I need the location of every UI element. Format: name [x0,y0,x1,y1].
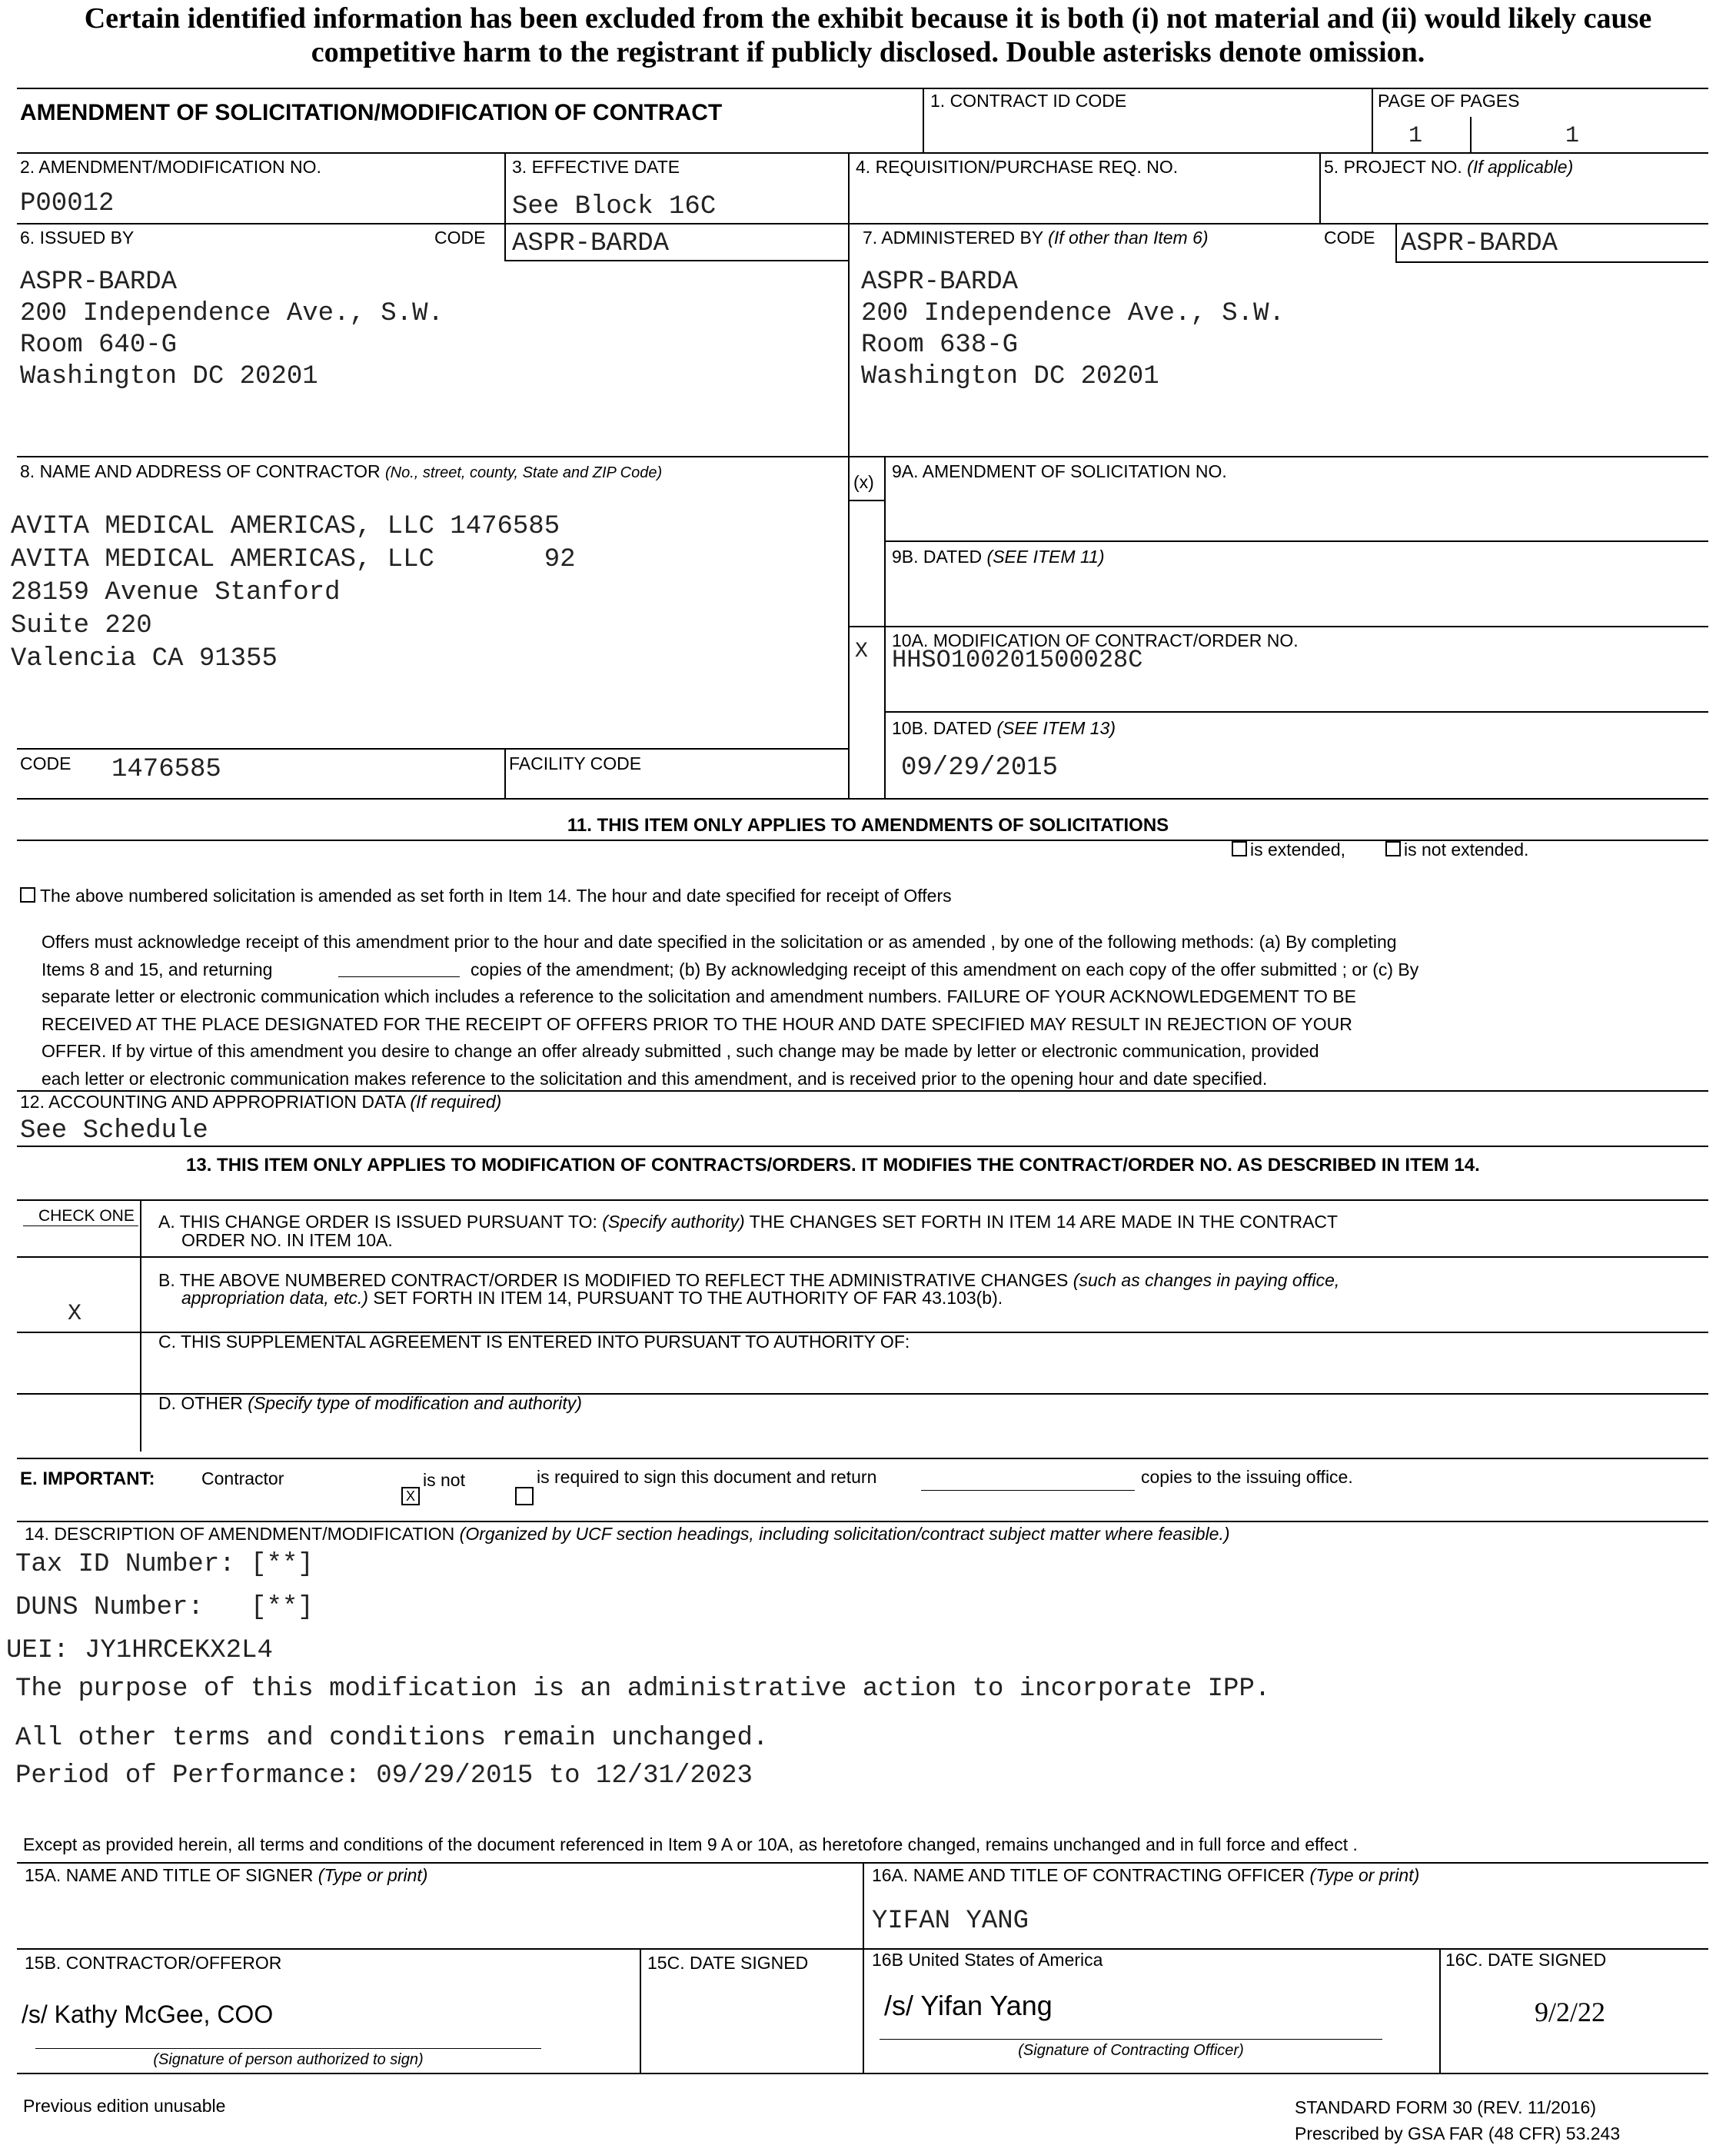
rule-row-8 [17,456,1708,457]
item-11-paragraph-line-2b: copies of the amendment; (b) By acknowledging receipt of this amendment on each copy of the offer submitted ; or (c) By [471,959,1419,979]
copies-blank-line [338,976,460,977]
form-title: AMENDMENT OF SOLICITATION/MODIFICATION OF CONTRACT [20,100,723,125]
item-13-title: 13. THIS ITEM ONLY APPLIES TO MODIFICATION OF CONTRACTS/ORDERS. IT MODIFIES THE CONTRACT/ORDER NO. AS DESCRIBED IN ITEM 14. [186,1155,1480,1176]
item-11-paragraph-line-5: OFFER. If by virtue of this amendment you desire to change an offer already submitted , such change may be made by letter or electronic communication, provided [42,1041,1319,1061]
rule-check-one [23,1225,138,1226]
x-column-label: (x) [853,472,874,492]
contractor-address-line-4: Suite 220 [11,611,152,640]
solicitation-amended-checkbox[interactable] [20,887,35,903]
contract-id-label: 1. CONTRACT ID CODE [930,91,1127,111]
amendment-no-value: P00012 [20,189,115,218]
contractor-offeror-label: 15B. CONTRACTOR/OFFEROR [25,1953,282,1973]
united-states-label: 16B United States of America [872,1950,1103,1970]
effective-date-value: See Block 16C [512,192,717,221]
administered-by-address-line-4: Washington DC 20201 [861,362,1159,391]
officer-date-signed-value: 9/2/22 [1535,1997,1606,2027]
amendment-solicitation-label: 9A. AMENDMENT OF SOLICITATION NO. [892,461,1227,481]
contractor-signature: /s/ Kathy McGee, COO [22,2000,274,2028]
accounting-data-value: See Schedule [20,1116,208,1146]
contract-dated-value: 09/29/2015 [901,753,1059,783]
divider-15-16 [863,1862,864,2074]
rule-row-2 [17,223,1708,224]
redaction-notice-line-2: competitive harm to the registrant if publicly disclosed. Double asterisks denote omission. [311,36,1425,68]
item-11-paragraph-line-1: Offers must acknowledge receipt of this amendment prior to the hour and date specified in the solicitation or as amended , by one of the following methods: (a) By completing [42,932,1397,952]
item-11-paragraph-line-4: RECEIVED AT THE PLACE DESIGNATED FOR THE RECEIPT OF OFFERS PRIOR TO THE HOUR AND DATE SPECIFIED MAY RESULT IN REJECTION OF YOUR [42,1014,1352,1034]
rule-form-bottom [17,2073,1708,2074]
important-label: E. IMPORTANT: [20,1468,155,1489]
effective-date-label: 3. EFFECTIVE DATE [512,157,680,177]
modification-contract-label: 10A. MODIFICATION OF CONTRACT/ORDER NO. [892,630,1299,650]
is-not-extended-label: is not extended. [1404,840,1529,860]
administered-by-address-line-2: 200 Independence Ave., S.W. [861,299,1285,328]
rule-13a [17,1256,1708,1258]
divider-2-3 [504,152,506,260]
signer-name-label: 15A. NAME AND TITLE OF SIGNER (Type or print) [25,1865,428,1885]
is-not-required-checkbox[interactable]: X [401,1487,420,1505]
pages-label: PAGE OF PAGES [1378,91,1520,111]
rule-10a [884,711,1708,713]
contractor-code: 1476585 [111,755,221,784]
is-not-label: is not [423,1470,465,1490]
contracting-officer-signature: /s/ Yifan Yang [884,1990,1053,2021]
item-11-paragraph-line-3: separate letter or electronic communication which includes a reference to the solicitation and amendment numbers. FAILURE OF YOUR ACKNOWLEDGEMENT TO BE [42,986,1356,1006]
divider-left-right-column [848,223,850,800]
divider-contract-id-pages [1372,88,1373,152]
officer-date-signed-label: 16C. DATE SIGNED [1445,1950,1607,1970]
issued-by-address-line-4: Washington DC 20201 [20,362,318,391]
issued-by-address-line-3: Room 640-G [20,331,178,360]
amendment-no-label: 2. AMENDMENT/MODIFICATION NO. [20,157,321,177]
rule-copies-blank [921,1490,1135,1491]
divider-page-of [1470,117,1472,152]
contract-dated-label: 10B. DATED (SEE ITEM 13) [892,718,1116,738]
change-order-line-1: A. THIS CHANGE ORDER IS ISSUED PURSUANT TO: (Specify authority) THE CHANGES SET FORTH IN ITEM 14 ARE MADE IN THE CONTRACT [158,1212,1339,1232]
contractor-signature-caption: (Signature of person authorized to sign) [153,2051,424,2068]
divider-15b-15c [640,1948,641,2074]
modification-contract-value: HHSO100201500028C [892,646,1143,674]
rule-important [17,1521,1708,1522]
contractor-address-line-1: AVITA MEDICAL AMERICAS, LLC 1476585 [11,512,560,541]
contractor-code-label: CODE [20,753,72,773]
modification-x-mark: X [855,640,868,663]
is-required-text: is required to sign this document and return [537,1467,877,1487]
supplemental-agreement-text: C. THIS SUPPLEMENTAL AGREEMENT IS ENTERED INTO PURSUANT TO AUTHORITY OF: [158,1332,910,1352]
rule-x-header [848,500,884,501]
standard-form-number: STANDARD FORM 30 (REV. 11/2016) [1295,2097,1596,2117]
redaction-notice-line-1: Certain identified information has been excluded from the exhibit because it is both (i) not material and (ii) would likely cause [84,2,1652,35]
rule-row-10b [17,798,1708,800]
change-order-line-2: ORDER NO. IN ITEM 10A. [181,1230,393,1250]
admin-changes-x-mark: X [68,1301,82,1327]
rule-code-6 [504,260,848,261]
administered-by-address-line-1: ASPR-BARDA [861,268,1019,297]
issued-by-address-line-1: ASPR-BARDA [20,268,178,297]
contractor-label: 8. NAME AND ADDRESS OF CONTRACTOR (No., street, county, State and ZIP Code) [20,461,663,481]
rule-signature-15b [35,2048,541,2049]
rule-13-top [17,1199,1708,1201]
page-number: 1 [1408,123,1423,149]
is-extended-checkbox[interactable] [1232,841,1247,856]
is-not-extended-checkbox[interactable] [1385,841,1401,856]
page-total: 1 [1565,123,1580,149]
divider-check-column [140,1199,141,1452]
divider-code-facility [504,748,506,800]
rule-code-7 [1395,261,1708,263]
description-label: 14. DESCRIPTION OF AMENDMENT/MODIFICATION (Organized by UCF section headings, including solicitation/contract subject matter where feasible.) [25,1524,1230,1544]
item-11-paragraph-line-2a: Items 8 and 15, and returning [42,959,273,979]
rule-13d [17,1458,1708,1459]
requisition-no-label: 4. REQUISITION/PURCHASE REQ. NO. [856,157,1179,177]
important-contractor: Contractor [201,1468,284,1488]
item-11-title: 11. THIS ITEM ONLY APPLIES TO AMENDMENTS OF SOLICITATIONS [567,815,1169,836]
is-extended-label: is extended, [1250,840,1346,860]
uei-line: UEI: JY1HRCEKX2L4 [6,1636,273,1665]
contracting-officer-name: YIFAN YANG [872,1907,1029,1936]
contractor-address-line-5: Valencia CA 91355 [11,644,278,673]
is-required-checkbox[interactable] [515,1487,534,1505]
facility-code-label: FACILITY CODE [509,753,642,773]
issued-by-address-line-2: 200 Independence Ave., S.W. [20,299,444,328]
copies-to-issuing-office: copies to the issuing office. [1141,1467,1353,1487]
issued-by-label: 6. ISSUED BY [20,228,135,248]
admin-changes-line-2: appropriation data, etc.) SET FORTH IN ITEM 14, PURSUANT TO THE AUTHORITY OF FAR 43.103(b). [181,1288,1003,1308]
tax-id-line: Tax ID Number: [**] [15,1550,314,1579]
item-11-paragraph-line-6: each letter or electronic communication makes reference to the solicitation and this amendment, and is received prior to the opening hour and date specified. [42,1069,1268,1089]
divider-x-column [884,456,886,800]
administered-by-label: 7. ADMINISTERED BY (If other than Item 6) [863,228,1209,248]
divider-16b-16c [1439,1948,1441,2074]
project-no-label: 5. PROJECT NO. (If applicable) [1324,157,1574,177]
rule-row-1 [17,152,1708,154]
form-top-rule [17,88,1708,89]
contractor-address-line-3: 28159 Avenue Stanford [11,578,341,607]
terms-unchanged-line: All other terms and conditions remain unchanged. [15,1724,769,1753]
issued-by-code: ASPR-BARDA [512,229,670,258]
contracting-officer-label: 16A. NAME AND TITLE OF CONTRACTING OFFICER (Type or print) [872,1865,1420,1885]
contractor-date-signed-label: 15C. DATE SIGNED [647,1953,809,1973]
rule-9a [884,540,1708,542]
administered-by-code-label: CODE [1324,228,1375,248]
admin-changes-line-1: B. THE ABOVE NUMBERED CONTRACT/ORDER IS MODIFIED TO REFLECT THE ADMINISTRATIVE CHANGES (such as changes in paying office, [158,1270,1340,1290]
purpose-line: The purpose of this modification is an administrative action to incorporate IPP. [15,1674,1271,1704]
prescribed-by: Prescribed by GSA FAR (48 CFR) 53.243 [1295,2123,1621,2143]
other-modification-text: D. OTHER (Specify type of modification and authority) [158,1393,582,1413]
solicitation-amended-text: The above numbered solicitation is amended as set forth in Item 14. The hour and date specified for receipt of Offers [40,886,952,906]
previous-edition-note: Previous edition unusable [23,2096,226,2116]
contracting-officer-signature-caption: (Signature of Contracting Officer) [1018,2042,1244,2059]
contractor-address-line-2: AVITA MEDICAL AMERICAS, LLC 92 [11,545,576,574]
divider-code-7 [1395,223,1397,261]
period-of-performance-line: Period of Performance: 09/29/2015 to 12/31/2023 [15,1761,753,1791]
duns-line: DUNS Number: [**] [15,1593,314,1622]
check-one-label: CHECK ONE [38,1207,135,1225]
divider-title-contract-id [923,88,924,152]
issued-by-code-label: CODE [434,228,486,248]
rule-item-13 [17,1146,1708,1147]
divider-4-5 [1319,152,1321,223]
rule-9b [848,626,1708,627]
rule-signature-16b [880,2039,1382,2040]
except-as-provided-text: Except as provided herein, all terms and conditions of the document referenced in Item 9 A or 10A, as heretofore changed, remains unchanged and in full force and effect . [23,1834,1358,1854]
accounting-data-label: 12. ACCOUNTING AND APPROPRIATION DATA (If required) [20,1092,502,1112]
solicitation-dated-label: 9B. DATED (SEE ITEM 11) [892,547,1105,567]
administered-by-address-line-3: Room 638-G [861,331,1019,360]
administered-by-code: ASPR-BARDA [1401,229,1558,258]
rule-code-row [17,748,848,750]
